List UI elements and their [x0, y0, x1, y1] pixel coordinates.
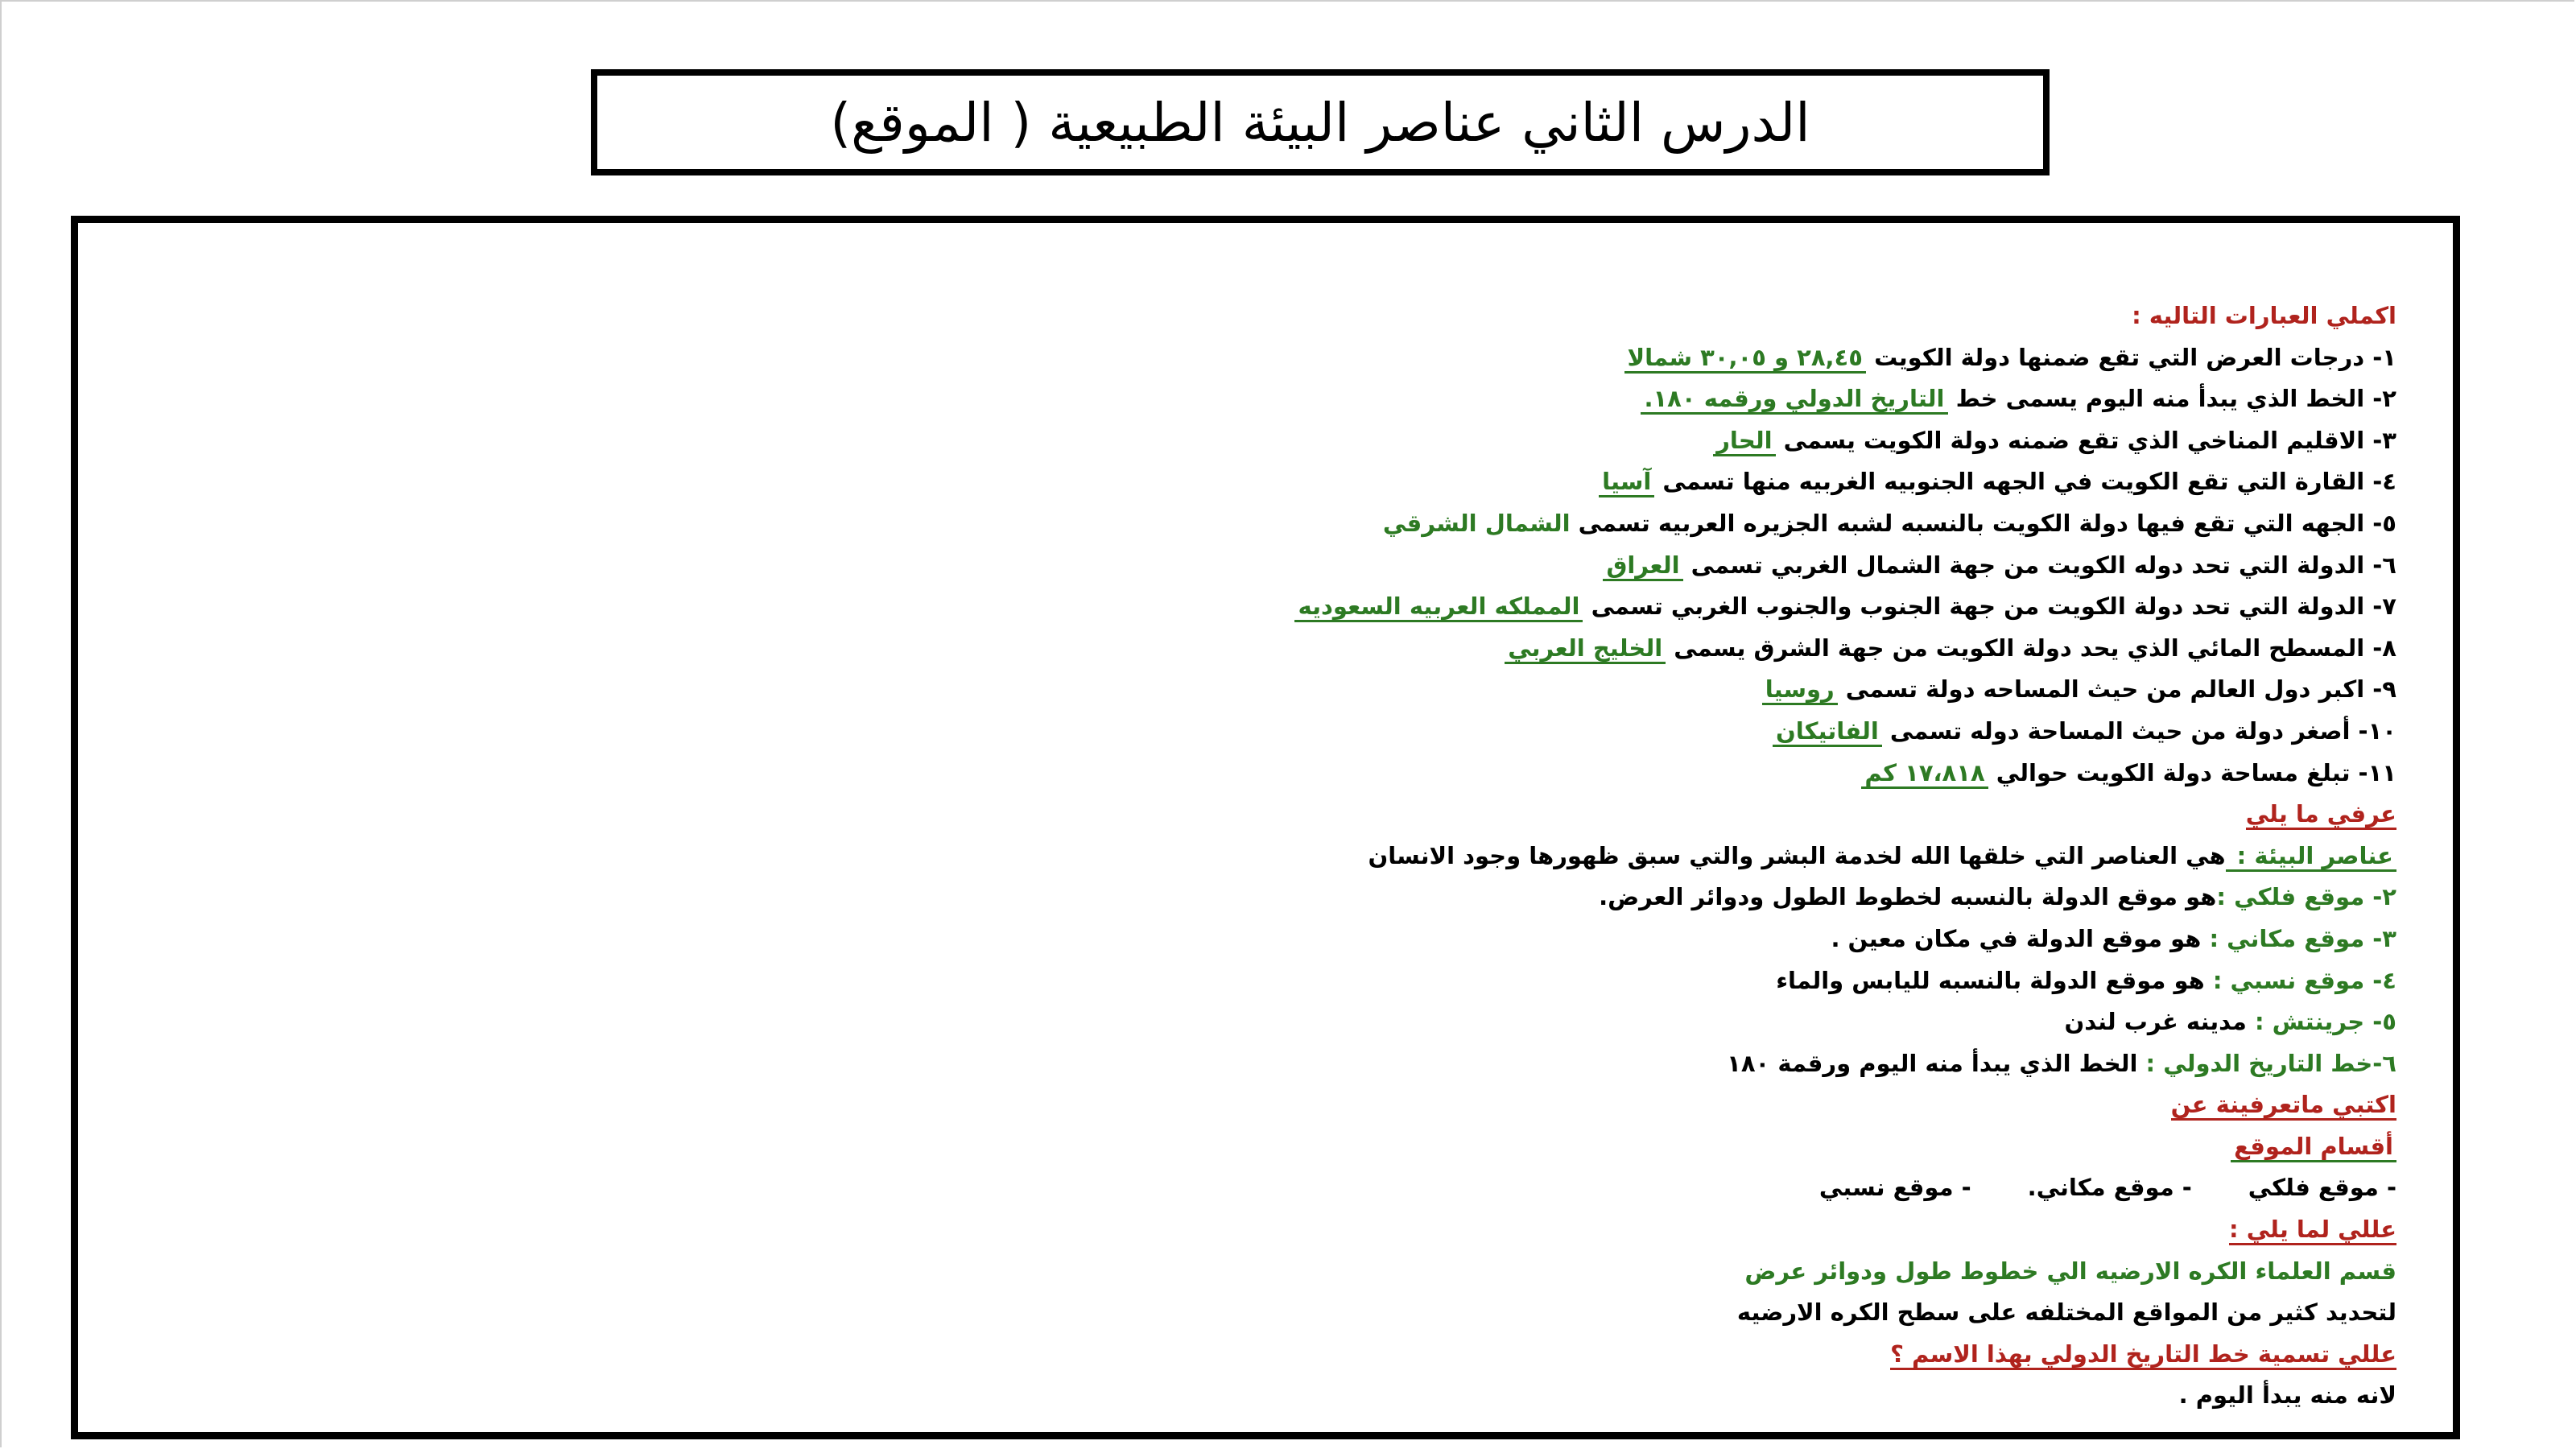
answer: ١٧،٨١٨ كم — [1861, 759, 1988, 789]
write-subheading: أقسام الموقع — [223, 1126, 2396, 1168]
complete-item-1: ١- درجات العرض التي تقع ضمنها دولة الكويت ٢٨,٤٥ و ٣٠,٠٥ شمالا — [223, 337, 2396, 379]
explain-line-2: لتحديد كثير من المواقع المختلفه على سطح الكره الارضيه — [1736, 1298, 2396, 1327]
answer: التاريخ الدولي ورقمه ١٨٠. — [1641, 385, 1947, 415]
write-heading: اكتبي ماتعرفينة عن — [223, 1084, 2396, 1126]
complete-item-2: ٢- الخط الذي يبدأ منه اليوم يسمى خط التاريخ الدولي ورقمه ١٨٠. — [223, 378, 2396, 420]
answer: المملكه العربيه السعوديه — [1294, 592, 1583, 622]
location-types — [223, 1167, 2396, 1209]
worksheet-box — [71, 216, 2460, 1439]
define-item-6: ٦-خط التاريخ الدولي : الخط الذي يبدأ منه اليوم ورقمة ١٨٠ — [1727, 1049, 2396, 1077]
define-item-5: ٥- جرينتش : مدينه غرب لندن — [2064, 1008, 2396, 1036]
answer: آسيا — [1599, 468, 1654, 497]
term: عناصر البيئة : — [2226, 842, 2396, 872]
term: ٤- موقع نسبي : — [2204, 966, 2396, 994]
define-item-3: ٣- موقع مكاني : هو موقع الدولة في مكان معين . — [1831, 924, 2396, 952]
complete-heading: اكملي العبارات التاليه : — [2132, 302, 2396, 329]
term: ٢- موقع فلكي : — [2216, 883, 2396, 911]
term: ٣- موقع مكاني : — [2201, 924, 2396, 952]
answer: ٢٨,٤٥ و ٣٠,٠٥ شمالا — [1624, 344, 1866, 374]
define-item-4: ٤- موقع نسبي : هو موقع الدولة بالنسبه لليابس والماء — [1776, 966, 2396, 994]
answer: روسيا — [1762, 675, 1838, 705]
complete-item-6: ٦- الدولة التي تحد دوله الكويت من جهة الشمال الغربي تسمى العراق — [223, 545, 2396, 587]
answer: الخليج العربي — [1505, 634, 1666, 664]
answer: الحار — [1713, 427, 1775, 456]
define-heading: عرفي ما يلي — [223, 794, 2396, 836]
term: ٥- جرينتش : — [2246, 1008, 2396, 1036]
complete-item-3: ٣- الاقليم المناخي الذي تقع ضمنه دولة الكويت يسمى الحار — [223, 420, 2396, 462]
complete-item-9: ٩- اكبر دول العالم من حيث المساحه دولة تسمى روسيا — [223, 669, 2396, 711]
complete-item-11: ١١- تبلغ مساحة دولة الكويت حوالي ١٧،٨١٨ كم — [223, 753, 2396, 795]
answer: الفاتيكان — [1773, 717, 1882, 747]
complete-item-8: ٨- المسطح المائي الذي يحد دولة الكويت من جهة الشرق يسمى الخليج العربي — [223, 628, 2396, 670]
explain-answer-2: لانه منه يبدأ اليوم . — [2178, 1381, 2396, 1410]
worksheet-content — [223, 295, 2396, 1417]
complete-item-7: ٧- الدولة التي تحد دولة الكويت من جهة الجنوب والجنوب الغربي تسمى المملكه العربيه السعوديه — [223, 586, 2396, 628]
complete-item-4: ٤- القارة التي تقع الكويت في الجهه الجنوبيه الغربيه منها تسمى آسيا — [223, 461, 2396, 503]
location-type: - موقع فلكي — [2248, 1174, 2396, 1202]
define-item-2: ٢- موقع فلكي :هو موقع الدولة بالنسبه لخطوط الطول ودوائر العرض. — [1599, 883, 2396, 911]
explain-heading: عللي لما يلي : — [223, 1209, 2396, 1251]
answer: العراق — [1603, 551, 1682, 581]
complete-item-5: ٥- الجهه التي تقع فيها دولة الكويت بالنسبه لشبه الجزيره العربيه تسمى الشمال الشرقي — [1382, 509, 2396, 537]
answer: الشمال الشرقي — [1382, 509, 1571, 537]
define-item-1: عناصر البيئة : هي العناصر التي خلقها الله لخدمة البشر والتي سبق ظهورها وجود الانسان — [223, 836, 2396, 877]
location-type: - موقع مكاني. — [2027, 1174, 2192, 1202]
explain-question-2: عللي تسمية خط التاريخ الدولي بهذا الاسم ؟ — [223, 1334, 2396, 1376]
explain-line-1: قسم العلماء الكره الارضيه الي خطوط طول ودوائر عرض — [1744, 1257, 2396, 1285]
complete-item-10: ١٠- أصغر دولة من حيث المساحة دوله تسمى الفاتيكان — [223, 711, 2396, 753]
title-box — [591, 69, 2050, 175]
term: ٦-خط التاريخ الدولي : — [2137, 1049, 2396, 1077]
location-type: - موقع نسبي — [1818, 1174, 1971, 1202]
page-title: الدرس الثاني عناصر البيئة الطبيعية ( الموقع) — [830, 91, 1810, 154]
